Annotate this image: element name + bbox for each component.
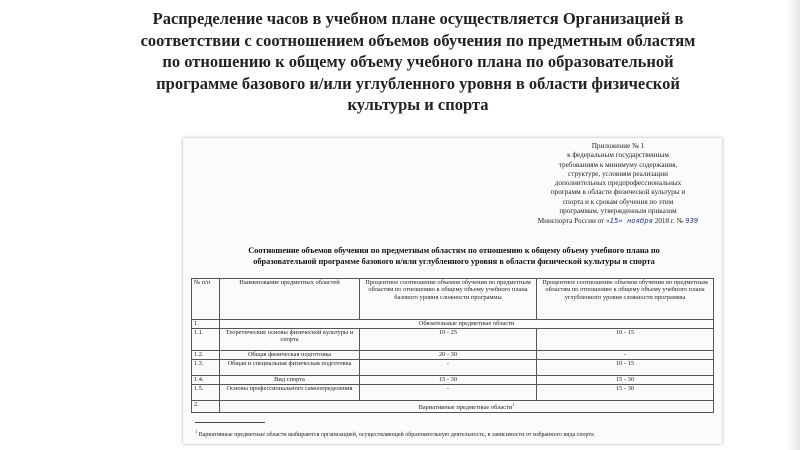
section-label-text: Вариативные предметные области [418, 404, 513, 412]
row-name: Вид спорта [220, 376, 360, 385]
section-num: 1. [192, 320, 220, 329]
header-num: № п/п [192, 279, 220, 320]
footnote [195, 428, 594, 439]
row-num: 1.3. [192, 360, 220, 376]
row-num: 1.1. [192, 329, 220, 351]
footnote-text: Вариативные предметные области выбираются организацией, осуществляющей образовательную деятельность, в зависимости от избранного вида спорта [198, 432, 594, 438]
appendix-line: требованиям к минимуму содержания, [558, 160, 678, 169]
appendix-line: программам, утвержденным приказом [559, 207, 677, 216]
order-prefix: Минспорта России от « [537, 217, 610, 226]
section-row [192, 401, 714, 413]
heading-line: Распределение часов в учебном плане осуществляется Организацией в [152, 9, 684, 28]
row-advanced: 10 - 15 [537, 329, 714, 351]
appendix-line: структуре, условиям реализации [568, 169, 668, 178]
section-num: 2. [192, 401, 220, 413]
footnote-ref: 1 [512, 402, 515, 407]
table-row [192, 360, 714, 376]
row-name: Общая физическая подготовка [220, 351, 360, 360]
row-advanced: 15 - 30 [537, 376, 714, 385]
order-middle: 2018 г. № [652, 217, 686, 226]
row-basic: - [360, 385, 537, 401]
heading-line: соответствии с соотношением объемов обучения по предметным областям [140, 30, 696, 50]
row-basic: - [360, 360, 537, 376]
row-basic: 10 - 25 [360, 329, 537, 351]
title-line: образовательной программе базового и/или углубленного уровня в области физической культуры и спорта [253, 257, 655, 266]
row-num: 1.2. [192, 351, 220, 360]
scanned-document [183, 138, 722, 444]
appendix-line: Приложение № 1 [591, 142, 645, 150]
row-name: Основы профессионального самоопределения [220, 385, 360, 401]
section-row [192, 320, 714, 329]
footnote-divider [195, 422, 265, 423]
row-advanced: - [537, 351, 714, 360]
row-num: 1.4. [192, 376, 220, 385]
section-label [220, 401, 714, 413]
row-num: 1.5. [192, 385, 220, 401]
appendix-line: спорта и к срокам обучения по этим [562, 197, 674, 206]
footnote-mark: 1 [195, 429, 198, 434]
row-basic: 20 - 30 [360, 351, 537, 360]
table-row [192, 329, 714, 351]
row-advanced: 15 - 30 [537, 385, 714, 401]
handwritten-number: 939 [685, 216, 699, 226]
slide-edge-shadow [786, 0, 800, 450]
table-row [192, 385, 714, 401]
header-advanced: Процентное соотношение объемов обучения по предметным областям по отношению к общему объему учебного плана углубленного уровня сложности программы [537, 279, 714, 320]
appendix-line: дополнительных предпрофессиональных [554, 179, 682, 188]
row-advanced: 10 - 15 [537, 360, 714, 376]
appendix-order-line [529, 216, 707, 226]
appendix-header [529, 142, 707, 227]
table-row [192, 351, 714, 360]
header-basic: Процентное соотношение объемов обучения по предметным областям по отношению к общему объему учебного плана базового уровня сложности программы [360, 279, 537, 320]
ratio-table [191, 278, 714, 413]
header-name: Наименование предметных областей [220, 279, 360, 320]
row-basic: 15 - 30 [360, 376, 537, 385]
row-name: Общая и специальная физическая подготовка [220, 360, 360, 376]
heading-line: по отношению к общему объему учебного плана по образовательной [162, 52, 674, 71]
document-title [197, 245, 711, 267]
heading-line: программе базового и/или углубленного уровня в области физической [156, 73, 680, 93]
heading-line: культуры и спорта [347, 95, 489, 114]
row-name: Теоретические основы физической культуры и спорта [220, 329, 360, 351]
slide-heading [98, 8, 738, 116]
title-line: Соотношение объемов обучения по предметным областям по отношению к общему объему учебного плана по [248, 246, 660, 255]
handwritten-date: 15» ноября [609, 216, 653, 226]
section-label: Обязательные предметные области [220, 320, 714, 329]
table-header-row [192, 279, 714, 320]
appendix-line: программ в области физической культуры и [550, 188, 686, 197]
appendix-line: к федеральным государственным [567, 151, 669, 160]
table-row [192, 376, 714, 385]
